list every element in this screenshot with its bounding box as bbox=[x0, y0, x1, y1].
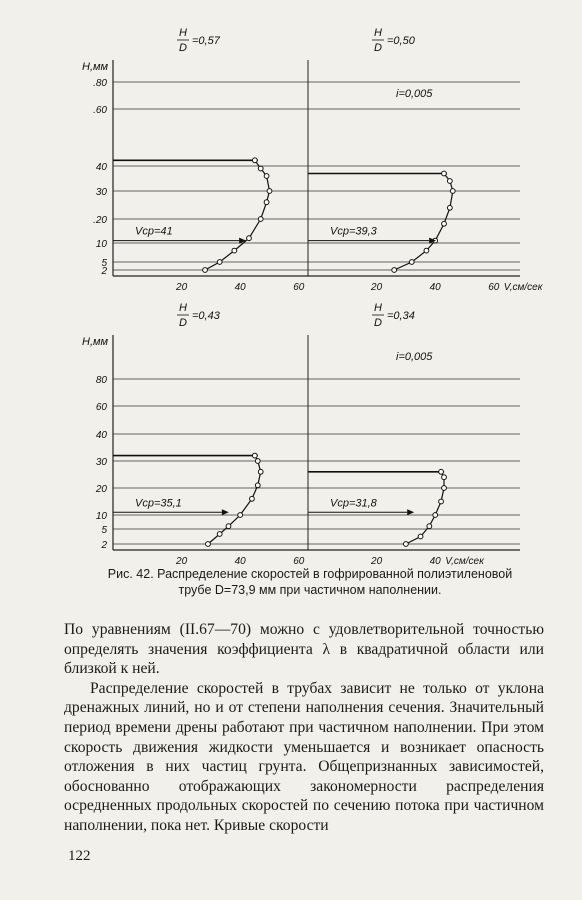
top-right-ratio-numerator: H bbox=[374, 27, 382, 39]
top-left-ratio-numerator: H bbox=[179, 27, 187, 39]
top-right-slope-label: i=0,005 bbox=[396, 88, 433, 100]
top-left-data-point-1 bbox=[217, 260, 222, 265]
y-tick-label-bottom-2: 2 bbox=[101, 540, 107, 551]
bottom-left-ratio-value: =0,43 bbox=[192, 310, 220, 322]
bottom-left-data-point-5 bbox=[255, 483, 260, 488]
y-axis-label-top: H,мм bbox=[82, 61, 109, 73]
y-tick-label-top-10: 10 bbox=[95, 239, 107, 250]
y-tick-label-bottom-30: 30 bbox=[95, 457, 107, 468]
bottom-left-vmean-arrowhead bbox=[222, 509, 229, 515]
y-tick-label-bottom-60: 60 bbox=[95, 402, 107, 413]
bottom-right-vmean-arrowhead bbox=[407, 509, 414, 515]
bottom-right-ratio-numerator: H bbox=[374, 302, 382, 314]
top-right-vmean-label: Vср=39,3 bbox=[330, 225, 377, 238]
top-left-vmean-label: Vср=41 bbox=[135, 225, 173, 238]
bottom-left-x-tick-40: 40 bbox=[234, 556, 246, 567]
figure-caption bbox=[60, 566, 560, 598]
top-right-ratio-denominator: D bbox=[374, 42, 382, 54]
y-tick-label-bottom-40: 40 bbox=[95, 430, 107, 441]
bottom-left-data-point-6 bbox=[258, 469, 263, 474]
top-right-data-point-8 bbox=[442, 171, 447, 176]
top-left-x-tick-60: 60 bbox=[293, 282, 305, 293]
bottom-right-data-point-3 bbox=[433, 513, 438, 518]
caption-line-2: трубе D=73,9 мм при частичном наполнении. bbox=[178, 583, 442, 597]
top-right-data-point-2 bbox=[424, 248, 429, 253]
y-tick-label-bottom-5: 5 bbox=[101, 525, 107, 536]
top-right-x-tick-60: 60 bbox=[488, 282, 500, 293]
bottom-right-data-point-7 bbox=[439, 469, 444, 474]
y-axis-label-bottom: H,мм bbox=[82, 336, 109, 348]
top-right-data-point-1 bbox=[409, 260, 414, 265]
top-right-x-tick-20: 20 bbox=[371, 282, 383, 293]
top-right-data-point-4 bbox=[442, 221, 447, 226]
top-left-ratio-value: =0,57 bbox=[192, 35, 220, 47]
y-tick-label-top-60: .60 bbox=[93, 105, 107, 116]
top-left-data-point-5 bbox=[264, 200, 269, 205]
bottom-left-x-tick-60: 60 bbox=[293, 556, 305, 567]
top-left-data-point-6 bbox=[267, 189, 272, 194]
y-tick-label-top-5: 5 bbox=[101, 258, 107, 269]
bottom-right-velocity-curve bbox=[406, 472, 444, 544]
bottom-left-data-point-0 bbox=[206, 542, 211, 547]
top-right-data-point-5 bbox=[447, 205, 452, 210]
top-right-x-tick-40: 40 bbox=[429, 282, 441, 293]
y-tick-label-top-40: 40 bbox=[95, 162, 107, 173]
bottom-left-data-point-8 bbox=[252, 453, 257, 458]
top-left-data-point-9 bbox=[252, 158, 257, 163]
top-left-data-point-4 bbox=[258, 217, 263, 222]
y-tick-label-top-2: 2 bbox=[101, 266, 107, 277]
top-left-ratio-denominator: D bbox=[179, 42, 187, 54]
bottom-left-data-point-4 bbox=[250, 496, 255, 501]
top-right-x-unit-label: V,см/сек bbox=[503, 282, 543, 293]
y-tick-label-top-80: .80 bbox=[93, 78, 107, 89]
top-left-velocity-curve bbox=[205, 160, 270, 270]
bottom-right-data-point-5 bbox=[442, 486, 447, 491]
bottom-right-x-tick-40: 40 bbox=[429, 556, 441, 567]
top-left-data-point-8 bbox=[258, 166, 263, 171]
y-tick-label-bottom-10: 10 bbox=[95, 511, 107, 522]
y-tick-label-bottom-20: 20 bbox=[95, 484, 107, 495]
bottom-right-data-point-0 bbox=[404, 542, 409, 547]
bottom-left-x-tick-20: 20 bbox=[176, 556, 188, 567]
bottom-right-ratio-value: =0,34 bbox=[387, 310, 415, 322]
top-left-data-point-2 bbox=[232, 248, 237, 253]
y-tick-label-bottom-80: 80 bbox=[95, 375, 107, 386]
bottom-left-data-point-2 bbox=[226, 524, 231, 529]
paragraph-1: По уравнениям (II.67—70) можно с удовлетворительной точностью определять значения коэффициента λ в квадратичной области или близкой к ней. bbox=[64, 621, 544, 678]
caption-line-1: Рис. 42. Распределение скоростей в гофрированной полиэтиленовой bbox=[107, 567, 513, 581]
top-left-x-tick-40: 40 bbox=[234, 282, 246, 293]
bottom-left-data-point-1 bbox=[217, 532, 222, 537]
bottom-right-data-point-4 bbox=[439, 499, 444, 504]
page-number: 122 bbox=[68, 848, 91, 864]
bottom-left-vmean-label: Vср=35,1 bbox=[135, 497, 182, 510]
bottom-right-vmean-label: Vср=31,8 bbox=[330, 497, 377, 510]
y-tick-label-top-30: 30 bbox=[95, 187, 107, 198]
bottom-left-data-point-3 bbox=[238, 513, 243, 518]
paragraph-2: Распределение скоростей в трубах зависит не только от уклона дренажных линий, но и от степени наполнения сечения. Значительный период времени дрены работают при частичном наполнении. При этом скорость движения жидкости уменьшается и возникает опасность отложения в них частиц грунта. Общепризнанных зависимостей, обоснованно отображающих закономерности распределения осредненных продольных скоростей по сечению потока при частичном наполнении, пока нет. Кривые скорости bbox=[64, 679, 544, 834]
bottom-left-ratio-denominator: D bbox=[179, 317, 187, 329]
top-left-data-point-7 bbox=[264, 174, 269, 179]
top-left-data-point-3 bbox=[247, 236, 252, 241]
top-right-data-point-7 bbox=[447, 179, 452, 184]
body-text bbox=[64, 620, 544, 836]
bottom-right-data-point-6 bbox=[442, 475, 447, 480]
bottom-left-data-point-7 bbox=[255, 459, 260, 464]
top-right-ratio-value: =0,50 bbox=[387, 35, 415, 47]
bottom-left-ratio-numerator: H bbox=[179, 302, 187, 314]
bottom-right-ratio-denominator: D bbox=[374, 317, 382, 329]
top-left-x-tick-20: 20 bbox=[176, 282, 188, 293]
top-right-data-point-0 bbox=[392, 268, 397, 273]
bottom-right-x-unit-label: V,см/сек bbox=[445, 556, 484, 567]
y-tick-label-top-20: .20 bbox=[93, 215, 107, 226]
bottom-right-x-tick-20: 20 bbox=[371, 556, 383, 567]
bottom-right-slope-label: i=0,005 bbox=[396, 351, 433, 363]
bottom-right-data-point-1 bbox=[418, 534, 423, 539]
top-left-data-point-0 bbox=[203, 268, 208, 273]
bottom-right-data-point-2 bbox=[427, 524, 432, 529]
top-right-data-point-6 bbox=[450, 189, 455, 194]
